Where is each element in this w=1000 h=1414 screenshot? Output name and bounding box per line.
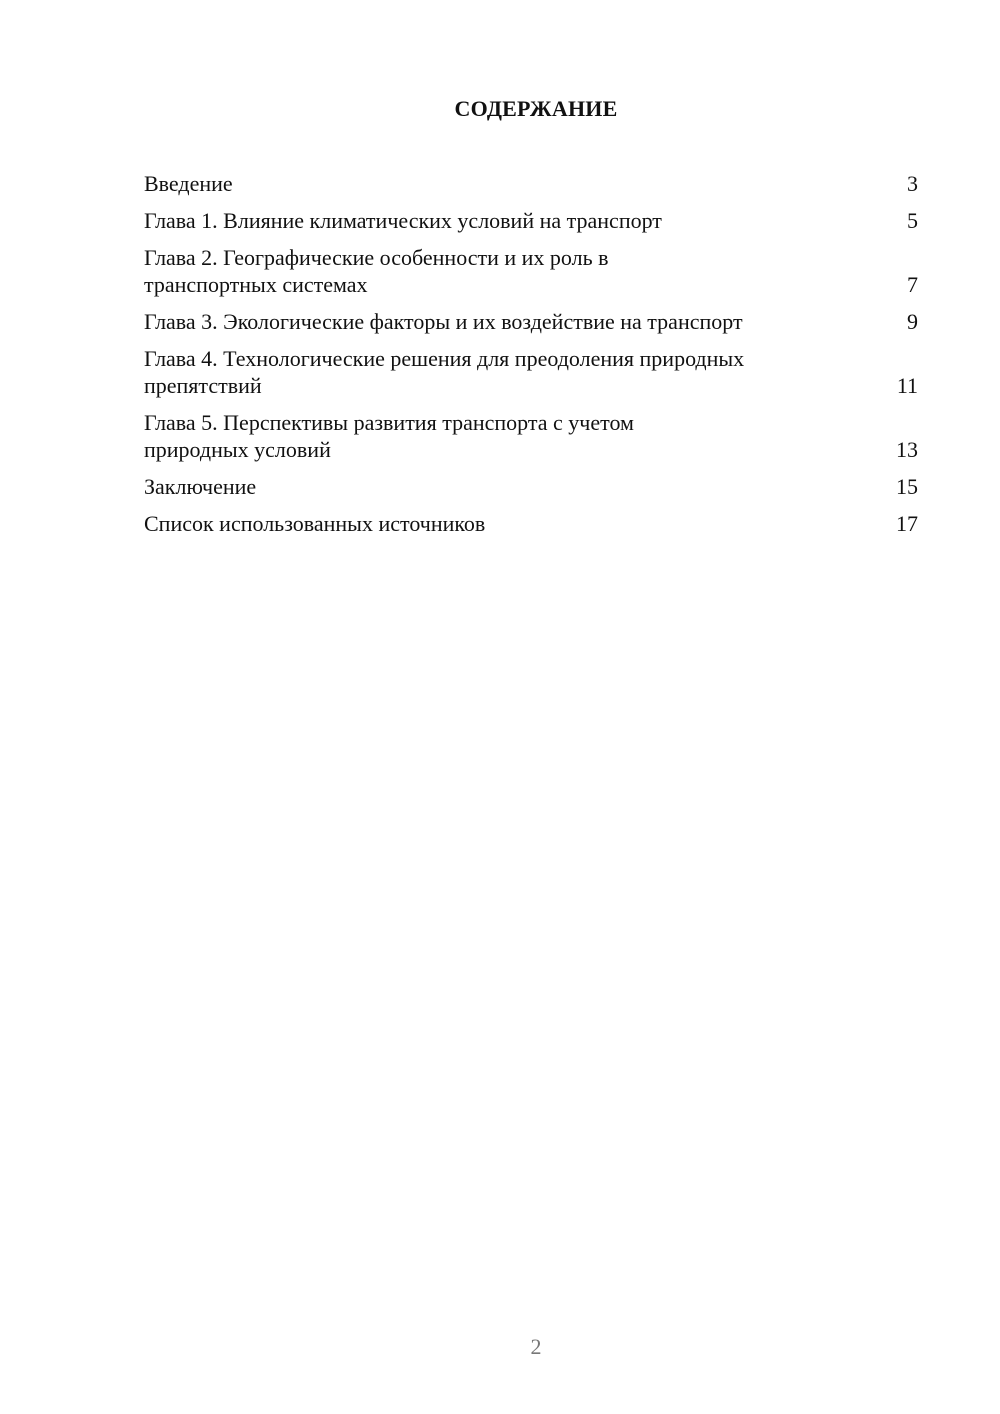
toc-entry-references xyxy=(144,510,918,537)
toc-entry-page: 7 xyxy=(907,272,918,297)
toc-entry-chapter-4 xyxy=(144,345,918,399)
toc-entry-page: 9 xyxy=(907,309,918,334)
page-number: 2 xyxy=(530,1334,542,1359)
toc-entry-chapter-5 xyxy=(144,409,918,463)
toc-entry-label: Глава 2. Географические особенности и их роль в транспортных системах xyxy=(144,245,609,297)
toc-entry-page: 3 xyxy=(907,171,918,196)
toc-entry-label: Глава 3. Экологические факторы и их воздействие на транспорт xyxy=(144,309,743,334)
toc-entry-introduction xyxy=(144,170,918,197)
toc-entry-chapter-2 xyxy=(144,244,918,298)
table-of-contents xyxy=(144,170,918,547)
toc-entry-page: 17 xyxy=(896,511,918,536)
toc-entry-chapter-1 xyxy=(144,207,918,234)
toc-entry-chapter-3 xyxy=(144,308,918,335)
toc-entry-label: Глава 5. Перспективы развития транспорта с учетом природных условий xyxy=(144,410,634,462)
toc-entry-page: 13 xyxy=(896,437,918,462)
toc-title: СОДЕРЖАНИЕ xyxy=(454,96,618,121)
toc-entry-label: Глава 4. Технологические решения для преодоления природных препятствий xyxy=(144,346,745,398)
toc-entry-page: 11 xyxy=(896,373,918,398)
toc-entry-label: Список использованных источников xyxy=(144,511,486,536)
toc-entry-page: 15 xyxy=(896,474,918,499)
toc-entry-label: Заключение xyxy=(144,474,257,499)
toc-entry-conclusion xyxy=(144,473,918,500)
toc-entry-label: Глава 1. Влияние климатических условий на транспорт xyxy=(144,208,662,233)
toc-entry-label: Введение xyxy=(144,171,233,196)
toc-entry-page: 5 xyxy=(907,208,918,233)
